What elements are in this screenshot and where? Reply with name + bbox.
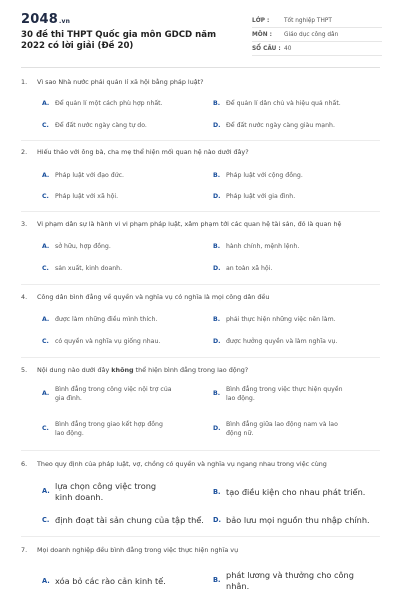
question-divider [21, 211, 380, 212]
option-letter: A. [42, 243, 50, 250]
meta-key: LỚP : [252, 17, 270, 24]
meta-value: 40 [284, 45, 292, 52]
option-letter: C. [42, 122, 49, 129]
option-letter: A. [42, 390, 50, 398]
option-letter: B. [213, 100, 221, 107]
option-letter: D. [213, 425, 221, 433]
question-number: 7. [21, 546, 28, 554]
question-number: 1. [21, 78, 28, 86]
option-text: lựa chọn công việc trong kinh doanh. [55, 481, 157, 502]
option-d[interactable] [213, 193, 383, 202]
meta-row-subject [252, 28, 382, 42]
option-letter: C. [42, 516, 50, 524]
option-text: được hưởng quyền và làm nghĩa vụ. [226, 338, 338, 345]
option-a[interactable] [42, 172, 202, 181]
document-title: 30 đề thi THPT Quốc gia môn GDCD năm 2022 có lời giải (Đề 20) [21, 30, 217, 51]
option-letter: A. [42, 172, 50, 179]
option-c[interactable] [42, 421, 202, 438]
meta-row-question-count [252, 42, 382, 56]
option-text: Pháp luật với cộng đồng. [226, 172, 303, 179]
option-a[interactable] [42, 316, 202, 325]
logo-sub-text: .vn [58, 18, 71, 25]
option-letter: C. [42, 338, 49, 345]
option-letter: B. [213, 576, 221, 585]
question-divider [21, 357, 380, 358]
option-letter: B. [213, 390, 221, 398]
option-text: tạo điều kiện cho nhau phát triển. [226, 487, 366, 497]
option-text: được làm những điều mình thích. [55, 316, 158, 323]
question-number: 6. [21, 460, 28, 468]
option-c[interactable] [42, 515, 210, 526]
question-number: 3. [21, 220, 28, 228]
option-text: sản xuất, kinh doanh. [55, 265, 123, 272]
meta-key: SỐ CÂU : [252, 45, 281, 52]
logo-main-text: 2048 [21, 12, 58, 27]
option-d[interactable] [213, 122, 383, 131]
question-text: Vi phạm dân sự là hành vi vi phạm pháp luật, xâm phạm tới các quan hệ tài sản, đó là quan hệ [37, 220, 342, 228]
option-letter: B. [213, 172, 221, 179]
option-text: bảo lưu mọi nguồn thu nhập chính. [226, 515, 370, 525]
option-text: sở hữu, hợp đồng. [55, 243, 111, 250]
option-text: Pháp luật với xã hội. [55, 193, 119, 200]
option-c[interactable] [42, 265, 202, 274]
option-text: Pháp luật với đạo đức. [55, 172, 124, 179]
option-text: hành chính, mệnh lệnh. [226, 243, 300, 250]
option-text: Để quản lí một cách phù hợp nhất. [55, 100, 163, 107]
option-letter: D. [213, 193, 221, 200]
option-letter: B. [213, 488, 221, 496]
option-d[interactable] [213, 421, 383, 438]
header-divider [21, 67, 380, 68]
option-text: Bình đẳng trong công việc nội trợ của gia đình. [55, 386, 172, 402]
question-text [37, 366, 381, 375]
option-text: Để đất nước ngày càng tự do. [55, 122, 147, 129]
option-letter: A. [42, 577, 50, 585]
option-letter: B. [213, 316, 221, 323]
option-text: phải thực hiện những việc nên làm. [226, 316, 336, 323]
option-letter: C. [42, 425, 49, 433]
option-d[interactable] [213, 265, 383, 274]
question-divider [21, 140, 380, 141]
meta-row-class [252, 14, 382, 28]
document-meta-table [252, 14, 382, 56]
question-text: Vì sao Nhà nước phải quản lí xã hội bằng pháp luật? [37, 78, 204, 86]
option-text: Pháp luật với gia đình. [226, 193, 296, 200]
option-c[interactable] [42, 193, 202, 202]
option-letter: C. [42, 193, 49, 200]
option-letter: D. [213, 122, 221, 129]
question-number: 4. [21, 293, 28, 301]
option-d[interactable] [213, 338, 383, 347]
option-b[interactable] [213, 487, 383, 498]
question-divider [21, 450, 380, 451]
option-letter: A. [42, 100, 50, 107]
option-text: định đoạt tài sản chung của tập thể. [55, 515, 204, 525]
option-b[interactable] [213, 570, 383, 591]
option-d[interactable] [213, 515, 383, 526]
question-text: Theo quy định của pháp luật, vợ, chồng có quyền và nghĩa vụ ngang nhau trong việc cùng [37, 460, 327, 468]
option-b[interactable] [213, 100, 383, 109]
option-c[interactable] [42, 338, 202, 347]
option-text: Bình đẳng trong việc thực hiện quyền lao động. [226, 386, 343, 402]
option-text: an toàn xã hội. [226, 265, 273, 272]
question-divider [21, 284, 380, 285]
option-b[interactable] [213, 243, 383, 252]
option-a[interactable] [42, 243, 202, 252]
meta-value: Giáo dục công dân [284, 31, 339, 38]
question-text: Hiếu thảo với ông bà, cha mẹ thể hiện mối quan hệ nào dưới đây? [37, 148, 249, 156]
option-text: Bình đẳng giữa lao động nam và lao động nữ. [226, 421, 338, 437]
option-text: phát lương và thưởng cho công nhân. [226, 570, 354, 591]
option-c[interactable] [42, 122, 202, 131]
option-b[interactable] [213, 316, 383, 325]
option-a[interactable] [42, 481, 202, 502]
option-letter: D. [213, 516, 221, 524]
question-divider [21, 536, 380, 537]
question-emphasis: không [111, 366, 134, 374]
page-header [0, 0, 400, 68]
question-number: 5. [21, 366, 28, 374]
option-text: Để quản lí dân chủ và hiệu quả nhất. [226, 100, 341, 107]
option-letter: C. [42, 265, 49, 272]
option-letter: A. [42, 487, 50, 496]
question-number: 2. [21, 148, 28, 156]
option-text: Bình đẳng trong giao kết hợp đồng lao động. [55, 421, 163, 437]
meta-key: MÔN : [252, 31, 272, 38]
option-a[interactable] [42, 386, 202, 403]
option-letter: D. [213, 265, 221, 272]
option-text: xóa bỏ các rào cản kinh tế. [55, 576, 166, 586]
question-text-start: Nội dung nào dưới đây [37, 366, 112, 374]
option-a[interactable] [42, 576, 202, 587]
option-text: Để đất nước ngày càng giàu mạnh. [226, 122, 335, 129]
option-b[interactable] [213, 386, 383, 403]
question-text: Công dân bình đẳng về quyền và nghĩa vụ có nghĩa là mọi công dân đều [37, 293, 270, 301]
site-logo[interactable] [21, 12, 70, 27]
meta-value: Tốt nghiệp THPT [284, 17, 332, 24]
option-letter: B. [213, 243, 221, 250]
question-text-end: thể hiện bình đẳng trong lao động? [133, 366, 249, 374]
option-text: có quyền và nghĩa vụ giống nhau. [55, 338, 161, 345]
option-a[interactable] [42, 100, 202, 109]
option-letter: D. [213, 338, 221, 345]
option-letter: A. [42, 316, 50, 323]
option-b[interactable] [213, 172, 383, 181]
question-text: Mọi doanh nghiệp đều bình đẳng trong việc thực hiện nghĩa vụ [37, 546, 239, 554]
